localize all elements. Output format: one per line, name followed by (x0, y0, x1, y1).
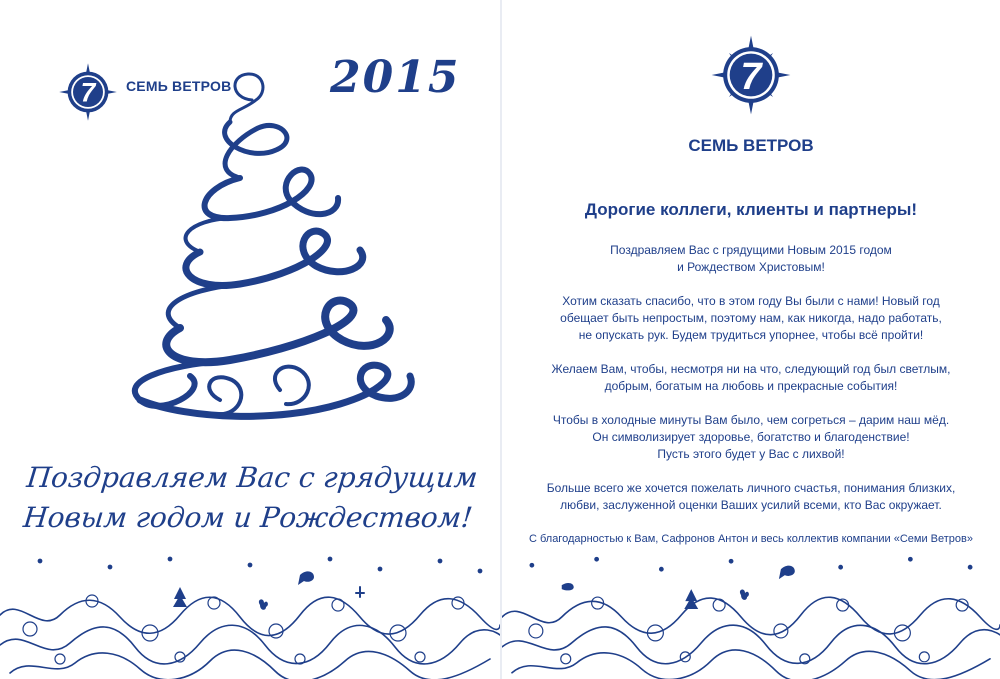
brand-name: СЕМЬ ВЕТРОВ (688, 136, 814, 155)
letter-paragraph (512, 293, 990, 344)
greeting-line-1: Поздравляем Вас с грядущим (25, 461, 480, 494)
snowflake-dots (38, 557, 481, 572)
letter-line: обещает быть непростым, поэтому нам, как никогда, надо работать, (560, 311, 942, 325)
letter-line: Поздравляем Вас с грядущими Новым 2015 годом (610, 243, 892, 257)
greeting-script (0, 458, 500, 538)
letter-paragraph (512, 412, 990, 463)
card-inside-panel (502, 0, 1000, 679)
greeting-letter (512, 200, 990, 547)
letter-line: любви, заслуженной оценки Ваших усилий всеми, кто Вас окружает. (560, 498, 942, 512)
ornamental-swirl-border (0, 555, 500, 679)
letter-paragraph (512, 480, 990, 514)
letter-line: Чтобы в холодные минуты Вам было, чем согреться – дарим наш мёд. (552, 413, 950, 427)
letter-line: не опускать рук. Будем трудиться упорнее, чтобы всё пройти! (578, 328, 924, 342)
brand-name: СЕМЬ ВЕТРОВ (126, 78, 232, 94)
letter-line: Больше всего же хочется пожелать личного счастья, понимания близких, (546, 481, 956, 495)
letter-line: Пусть этого будет у Вас с лихвой! (657, 447, 845, 461)
logo-numeral: 7 (740, 54, 762, 97)
letter-heading: Дорогие коллеги, клиенты и партнеры! (584, 200, 918, 219)
letter-line: добрым, богатым на любовь и прекрасные события! (604, 379, 898, 393)
snowflake-dots (530, 558, 971, 571)
letter-line: Желаем Вам, чтобы, несмотря ни на что, следующий год был светлым, (551, 362, 951, 376)
greeting-line-2: Новым годом и Рождеством! (21, 501, 475, 534)
year-title: 2015 (330, 52, 461, 103)
letter-paragraph (512, 242, 990, 276)
letter-paragraph (512, 361, 990, 395)
letter-line: Хотим сказать спасибо, что в этом году Вы были с нами! Новый год (562, 294, 940, 308)
logo-numeral: 7 (80, 77, 96, 108)
christmas-tree-icon (80, 70, 420, 430)
letter-signature: С благодарностью к Вам, Сафронов Антон и весь коллектив компании «Семи Ветров» (528, 533, 974, 545)
letter-line: Он символизирует здоровье, богатство и благоденствие! (592, 430, 910, 444)
letter-line: и Рождеством Христовым! (677, 260, 825, 274)
ornamental-swirl-border (502, 555, 1000, 679)
compass-logo-icon (710, 34, 792, 116)
